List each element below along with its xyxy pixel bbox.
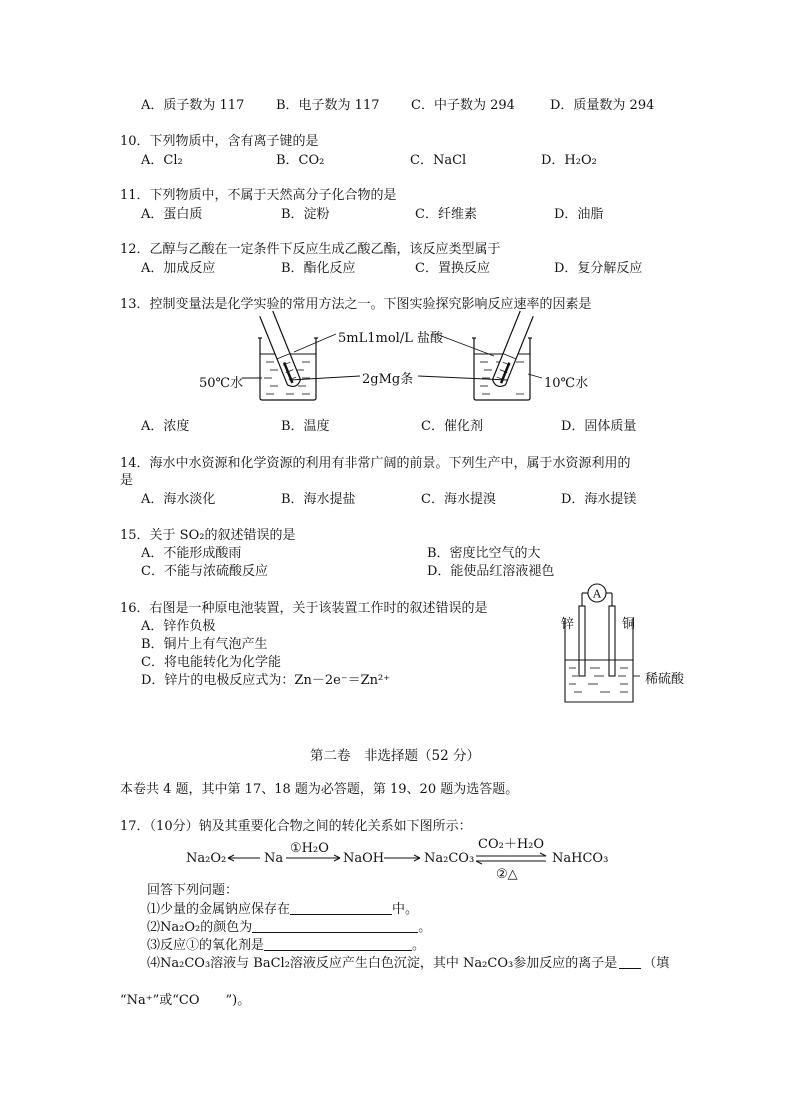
scheme-na: Na [264,851,284,866]
section-title: 第二卷 非选择题（52 分） [310,748,480,764]
q12-option-d: D．复分解反应 [554,261,643,276]
scheme-step2: ②△ [496,867,518,882]
q14-option-a: A．海水淡化 [141,492,216,507]
right-water-label: 10℃水 [544,376,589,391]
q16-option-b: B．铜片上有气泡产生 [141,637,268,652]
q9-option-a: A．质子数为 117 [141,98,245,113]
left-beaker [258,311,318,400]
q17-sub3-blank[interactable] [264,936,412,951]
q17-sub1-text: ⑴少量的金属钠应保存在 [147,902,291,917]
q17-stem: 17．（10分）钠及其重要化合物之间的转化关系如下图所示： [120,819,472,834]
q17-sub2 [147,918,431,936]
galvanic-cell-figure [560,578,640,708]
scheme-na2o2: Na₂O₂ [186,851,227,866]
q13-stem: 13．控制变量法是化学实验的常用方法之一。下图实验探究影响反应速率的因素是 [120,297,592,312]
q11-option-d: D．油脂 [554,207,604,222]
q9-option-b: B．电子数为 117 [276,98,380,113]
q17-sub2-text: ⑵Na₂O₂的颜色为 [147,920,253,935]
q14-option-c: C．海水提溴 [421,492,496,507]
scheme-na2co3: Na₂CO₃ [424,851,475,866]
q14-option-b: B．海水提盐 [281,492,356,507]
q15-stem: 15．关于 SO₂的叙述错误的是 [120,528,296,543]
q17-sub3-end: 。 [412,938,426,953]
sulfuric-acid-label: 稀硫酸 [645,672,685,687]
q13-option-a: A．浓度 [141,419,190,434]
q17-sub4-blank[interactable] [619,954,641,969]
q16-stem: 16．右图是一种原电池装置，关于该装置工作时的叙述错误的是 [120,601,488,616]
q17-sub3-text: ⑶反应①的氧化剂是 [147,938,265,953]
q16-option-d: D．锌片的电极反应式为：Zn－2e⁻＝Zn²⁺ [141,673,391,688]
q10-option-d: D．H₂O₂ [541,153,597,168]
q13-option-b: B．温度 [281,419,330,434]
q11-option-c: C．纤维素 [415,207,477,222]
scheme-step1: ①H₂O [290,841,329,856]
q17-sub1 [147,900,418,918]
q10-option-b: B．CO₂ [276,153,325,168]
q9-option-c: C．中子数为 294 [411,98,515,113]
q13-option-d: D．固体质量 [561,419,637,434]
q14-stem-line2: 是 [120,473,134,488]
q14-stem-line1: 14．海水中水资源和化学资源的利用有非常广阔的前景。下列生产中，属于水资源利用的 [120,456,631,471]
scheme-nahco3: NaHCO₃ [552,851,609,866]
mg-label: 2gMg条 [362,372,414,387]
q10-option-c: C．NaCl [410,153,467,168]
q15-option-c: C．不能与浓硫酸反应 [141,564,268,579]
q17-sub4-end: （填 [643,956,670,971]
q17-answer-intro: 回答下列问题： [147,883,239,898]
rate-experiment-figure [190,310,610,410]
zinc-label: 锌 [561,617,575,632]
q10-stem: 10．下列物质中，含有离子键的是 [120,134,319,149]
q15-option-d: D．能使品红溶液褪色 [427,564,555,579]
section-intro: 本卷共 4 题，其中第 17、18 题为必答题，第 19、20 题为选答题。 [120,782,519,797]
q17-sub3 [147,936,425,954]
q12-option-a: A．加成反应 [141,261,216,276]
q17-sub1-end: 中。 [392,902,419,917]
q11-option-b: B．淀粉 [281,207,330,222]
q10-option-a: A．Cl₂ [141,153,183,168]
q14-option-d: D．海水提镁 [561,492,637,507]
q12-option-b: B．酯化反应 [281,261,356,276]
q15-option-a: A．不能形成酸雨 [141,546,242,561]
zinc-plate [579,606,585,676]
scheme-top-reagent: CO₂＋H₂O [478,837,545,852]
q17-sub2-end: 。 [418,920,432,935]
q11-stem: 11．下列物质中，不属于天然高分子化合物的是 [120,188,397,203]
q16-option-c: C．将电能转化为化学能 [141,655,281,670]
q17-sub1-blank[interactable] [290,900,392,915]
acid-label: 5mL1mol/L 盐酸 [338,331,443,346]
q13-option-c: C．催化剂 [421,419,483,434]
copper-label: 铜 [622,617,636,632]
q12-option-c: C．置换反应 [415,261,490,276]
q12-stem: 12．乙醇与乙酸在一定条件下反应生成乙酸乙酯，该反应类型属于 [120,242,501,257]
left-water-label: 50℃水 [199,376,244,391]
copper-plate [609,606,615,676]
ammeter-label: A [593,587,601,601]
q9-option-d: D．质量数为 294 [550,98,655,113]
scheme-naoh: NaOH [343,851,385,866]
q15-option-b: B．密度比空气的大 [427,546,541,561]
q17-sub2-blank[interactable] [252,918,418,933]
sodium-conversion-scheme [180,834,620,882]
q17-sub4-continued: “Na⁺”或“CO ”)。 [120,993,251,1008]
q11-option-a: A．蛋白质 [141,207,203,222]
q17-sub4 [147,954,669,972]
right-beaker [472,311,533,400]
q17-sub4-text: ⑷Na₂CO₃溶液与 BaCl₂溶液反应产生白色沉淀，其中 Na₂CO₃参加反应的离子是 [147,956,618,971]
q16-option-a: A．锌作负极 [141,619,216,634]
